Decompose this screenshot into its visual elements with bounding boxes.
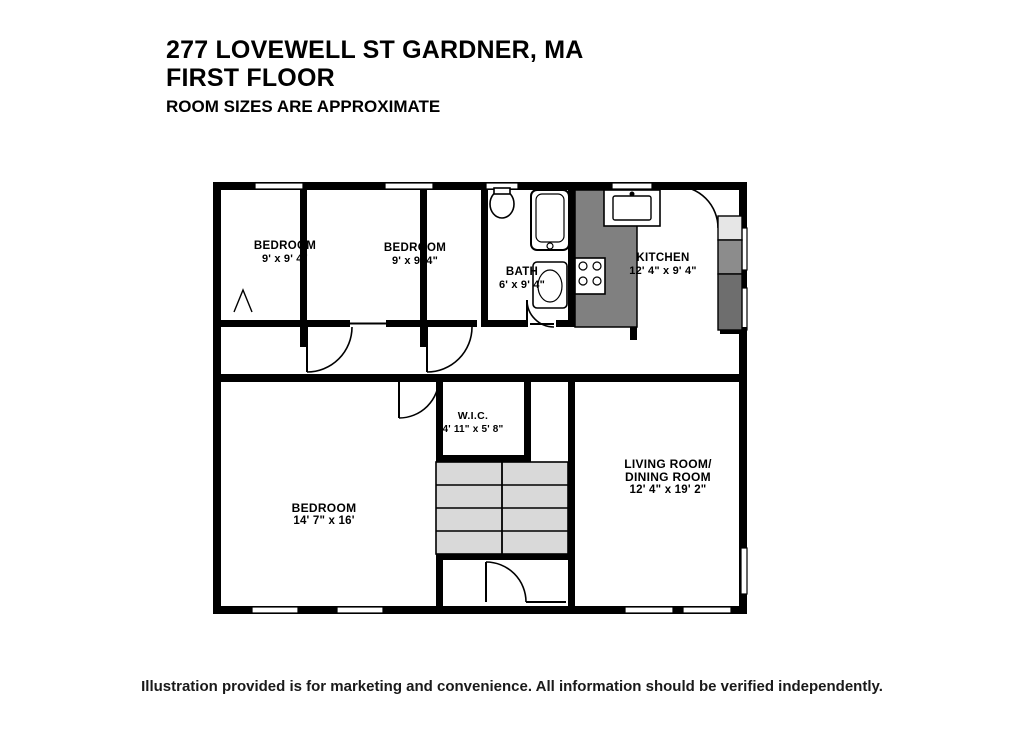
- staircase: [436, 462, 568, 560]
- room-label-living-dining: LIVING ROOM/ DINING ROOM 12' 4" x 19' 2": [624, 457, 712, 496]
- title-floor: FIRST FLOOR: [166, 64, 335, 92]
- room-label-kitchen: KITCHEN 12' 4" x 9' 4": [629, 252, 697, 277]
- room-label-bath: BATH 6' x 9' 4": [498, 266, 546, 291]
- disclaimer-text: Illustration provided is for marketing and convenience. All information should be verified independently.: [141, 678, 883, 695]
- room-label-bedroom-2: BEDROOM 9' x 9' 4": [383, 242, 447, 267]
- title-note: ROOM SIZES ARE APPROXIMATE: [166, 97, 441, 116]
- room-label-wic: W.I.C. 4' 11" x 5' 8": [442, 410, 504, 435]
- title-address: 277 LOVEWELL ST GARDNER, MA: [166, 36, 584, 64]
- room-label-bedroom-1: BEDROOM 9' x 9' 4": [253, 240, 317, 265]
- room-label-bedroom-3: BEDROOM 14' 7" x 16': [291, 501, 357, 527]
